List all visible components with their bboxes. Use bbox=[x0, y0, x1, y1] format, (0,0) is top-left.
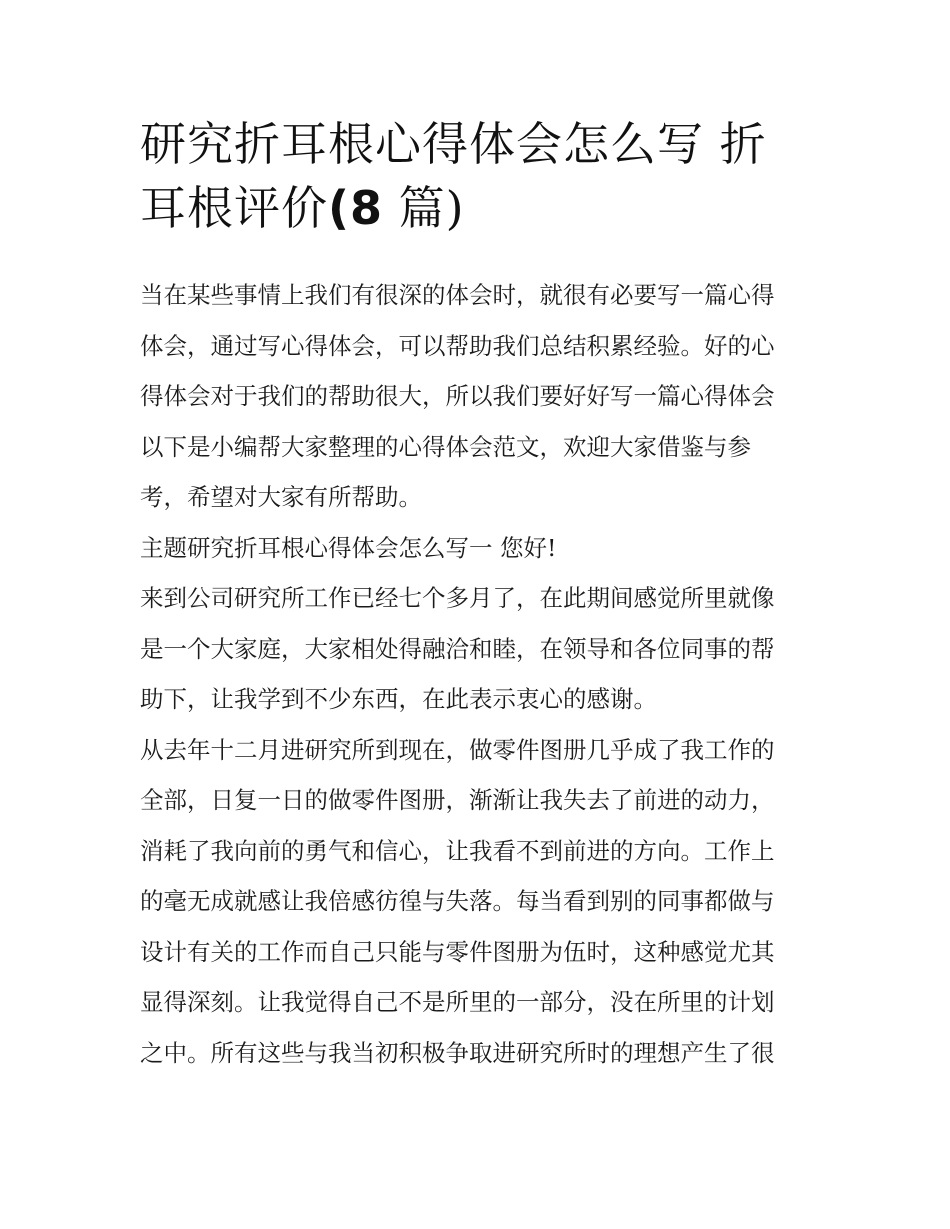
text-line: 消耗了我向前的勇气和信心，让我看不到前进的方向。工作上 bbox=[140, 836, 775, 865]
title-line: 研究折耳根心得体会怎么写 折 bbox=[140, 117, 767, 171]
text-line: 的毫无成就感让我倍感彷徨与失落。每当看到别的同事都做与 bbox=[140, 887, 775, 915]
text-line: 显得深刻。让我觉得自己不是所里的一部分，没在所里的计划 bbox=[140, 988, 775, 1016]
text-line: 当在某些事情上我们有很深的体会时，就很有必要写一篇心得 bbox=[140, 281, 775, 309]
text-line: 设计有关的工作而自己只能与零件图册为伍时，这种感觉尤其 bbox=[140, 937, 775, 966]
text-line: 来到公司研究所工作已经七个多月了，在此期间感觉所里就像 bbox=[140, 584, 775, 612]
text-line: 以下是小编帮大家整理的心得体会范文，欢迎大家借鉴与参 bbox=[140, 432, 751, 461]
text-line: 考，希望对大家有所帮助。 bbox=[140, 483, 422, 511]
text-line: 全部，日复一日的做零件图册，渐渐让我失去了前进的动力， bbox=[140, 786, 775, 814]
text-line: 从去年十二月进研究所到现在，做零件图册几乎成了我工作的 bbox=[140, 735, 775, 764]
document-body bbox=[140, 270, 815, 1078]
title-line bbox=[140, 176, 815, 240]
title-count: (8 bbox=[328, 181, 384, 235]
text-line: 是一个大家庭，大家相处得融洽和睦，在领导和各位同事的帮 bbox=[140, 634, 775, 663]
text-line: 之中。所有这些与我当初积极争取进研究所时的理想产生了很 bbox=[140, 1038, 775, 1067]
paragraph-topic bbox=[140, 523, 815, 574]
title-suffix: 篇) bbox=[383, 181, 465, 235]
paragraph-greeting bbox=[140, 573, 815, 725]
document-title bbox=[140, 112, 815, 240]
text-line: 助下，让我学到不少东西，在此表示衷心的感谢。 bbox=[140, 685, 657, 713]
title-text: 耳根评价 bbox=[140, 181, 328, 235]
document-content bbox=[140, 112, 815, 1078]
text-line: 得体会对于我们的帮助很大，所以我们要好好写一篇心得体会 bbox=[140, 382, 775, 410]
text-line: 体会，通过写心得体会，可以帮助我们总结积累经验。好的心 bbox=[140, 331, 775, 360]
paragraph-intro bbox=[140, 270, 815, 523]
paragraph-work bbox=[140, 725, 815, 1079]
text-line: 主题研究折耳根心得体会怎么写一 您好! bbox=[140, 533, 557, 562]
